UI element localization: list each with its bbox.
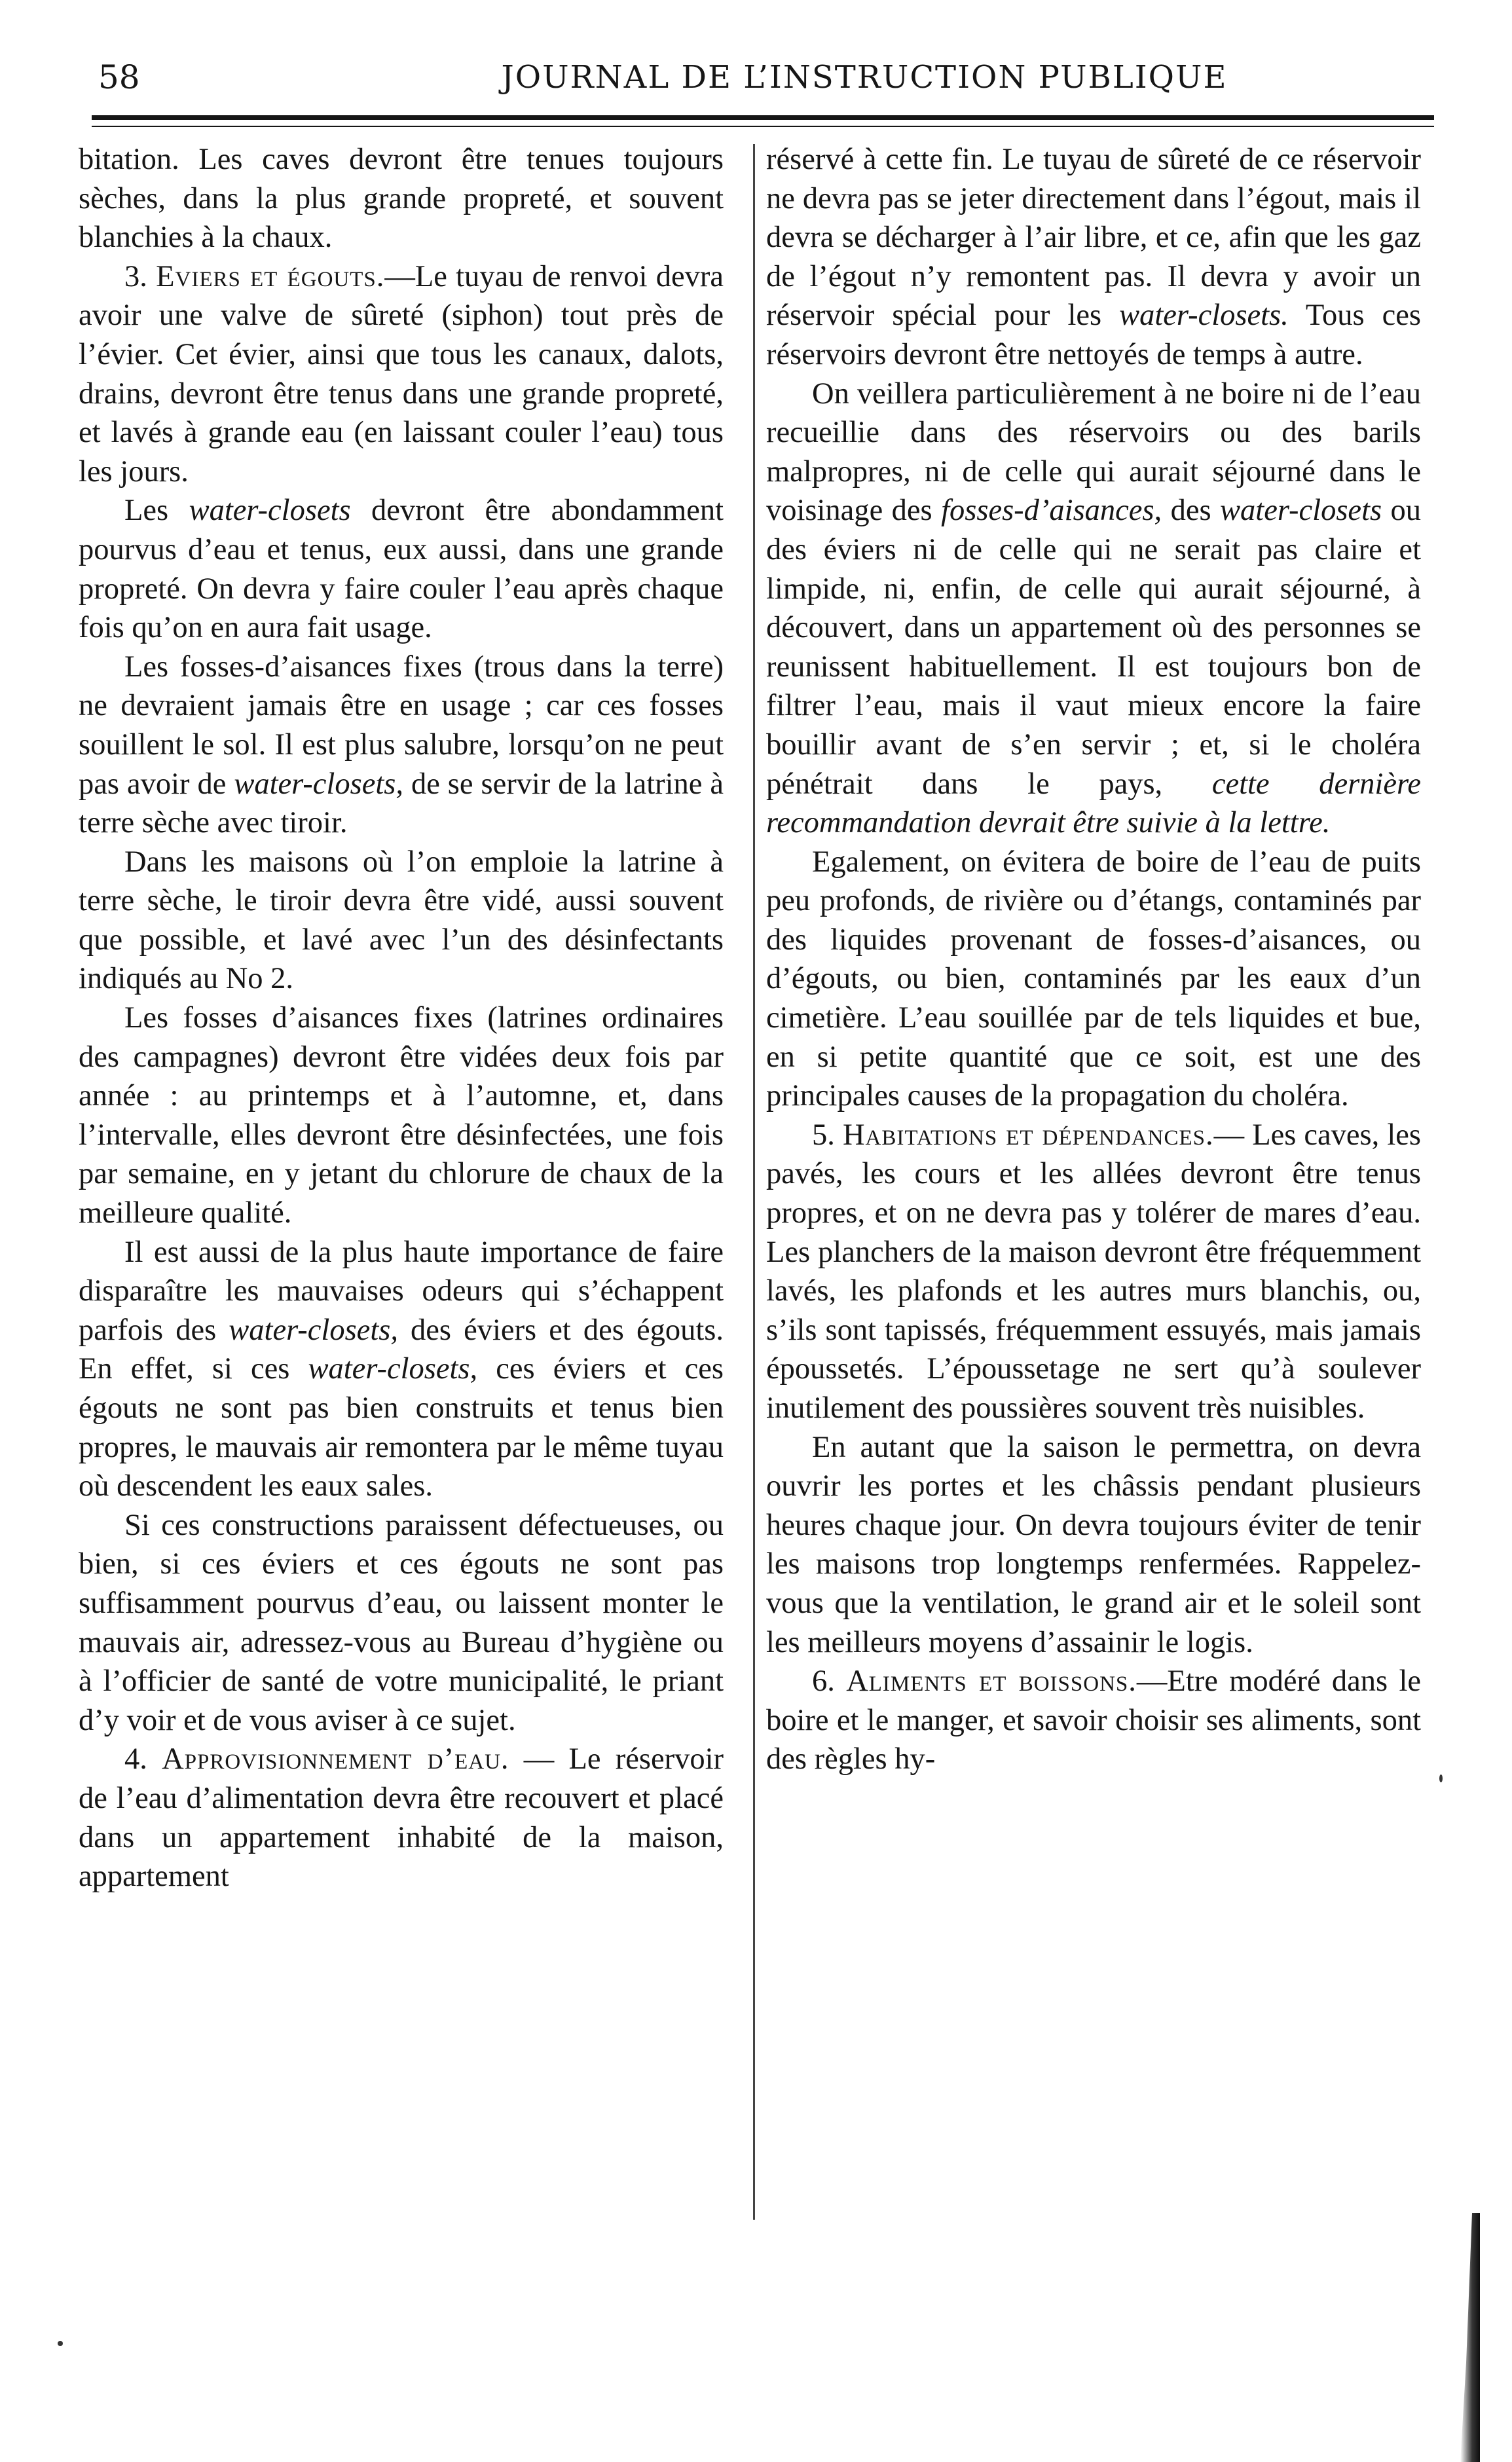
page-edge-shadow: [1460, 2213, 1480, 2462]
section-number: 5.: [812, 1118, 835, 1152]
left-column: [79, 140, 724, 1896]
paragraph: Si ces constructions paraissent défectueuses, ou bien, si ces éviers et ces égouts ne sont pas suffisamment pourvus d’eau, ou laissent monter le mauvais air, adressez-vous au Bureau d’hygiène ou à l’officier de santé de votre municipalité, le priant d’y voir et de vous aviser à ce sujet.: [79, 1508, 724, 1737]
paragraph: Dans les maisons où l’on emploie la latrine à terre sèche, le tiroir devra être vidé, aussi souvent que possible, et lavé avec l’un des désinfectants indiqués au No 2.: [79, 845, 724, 996]
section-title: Approvisionnement d’eau.: [162, 1742, 509, 1776]
page-number: 58: [98, 58, 140, 96]
section-5-paragraph: 5. Habitations et dépendances.— Les caves, les pavés, les cours et les allées devront être tenus propres, et on ne devra pas y tolérer de mares d’eau. Les planchers de la maison devront être fréquemment lavés, les plafonds et les autres murs blanchis, ou, s’ils sont tapissés, fréquemment essuyés, mais jamais époussetés. L’époussetage ne sert qu’à soulever inutilement des poussières souvent très nuisibles.: [766, 1118, 1421, 1425]
running-title: JOURNAL DE L’INSTRUCTION PUBLIQUE: [501, 59, 1228, 96]
section-3-paragraph: 3. Eviers et égouts.—Le tuyau de renvoi devra avoir une valve de sûreté (siphon) tout près de l’évier. Cet évier, ainsi que tous les canaux, dalots, drains, devront être tenus dans une grande propreté, et lavés à grande eau (en laissant couler l’eau) tous les jours.: [79, 259, 724, 488]
paragraph: Egalement, on évitera de boire de l’eau de puits peu profonds, de rivière ou d’étangs, contaminés par des liquides provenant de fosses-d’aisances, ou d’égouts, ou bien, contaminés par les eaux d’un cimetière. L’eau souillée par de tels liquides et bue, en si petite quantité que ce soit, est une des principales causes de la propagation du choléra.: [766, 845, 1421, 1113]
paragraph: Il est aussi de la plus haute importance de faire disparaître les mauvaises odeurs qui s’échappent parfois des water-closets, des éviers et des égouts. En effet, si ces water-closets, ces éviers et ces égouts ne sont pas bien construits et tenus bien propres, le mauvais air remontera par le même tuyau où descendent les eaux sales.: [79, 1235, 724, 1503]
paragraph: En autant que la saison le permettra, on devra ouvrir les portes et les châssis pendant plusieurs heures chaque jour. On devra toujours éviter de tenir les maisons trop longtemps renfermées. Rappelez-vous que la ventilation, le grand air et le soleil sont les meilleurs moyens d’assainir le logis.: [766, 1430, 1421, 1659]
page-header: [92, 51, 1428, 103]
section-title: Aliments et boissons.: [846, 1664, 1137, 1699]
section-number: 6.: [812, 1664, 835, 1699]
section-title: Eviers et égouts.: [156, 259, 385, 293]
right-column: [766, 140, 1421, 1779]
paragraph: On veillera particulièrement à ne boire ni de l’eau recueillie dans des réservoirs ou des barils malpropres, ni de celle qui aurait séjourné dans le voisinage des fosses-d’aisances, des water-closets ou des éviers ni de celle qui ne serait pas claire et limpide, ni, enfin, de celle qui aurait séjourné, à découvert, dans un appartement où des personnes se reunissent habituellement. Il est toujours bon de filtrer l’eau, mais il vaut mieux encore la faire bouillir avant de s’en servir ; et, si le choléra pénétrait dans le pays, cette dernière recommandation devrait être suivie à la lettre.: [766, 377, 1422, 840]
header-rule-thin: [92, 126, 1434, 127]
header-rule-thick: [92, 115, 1434, 120]
print-speck: [1439, 1774, 1443, 1782]
section-4-paragraph: 4. Approvisionnement d’eau. — Le réservoir de l’eau d’alimentation devra être recouvert et placé dans un appartement inhabité de la maison, appartement: [79, 1742, 724, 1894]
print-speck: [58, 2341, 63, 2346]
column-divider: [753, 144, 755, 2220]
paragraph: Les fosses-d’aisances fixes (trous dans la terre) ne devraient jamais être en usage ; car ces fosses souillent le sol. Il est plus salubre, lorsqu’on ne peut pas avoir de water-closets, de se servir de la latrine à terre sèche avec tiroir.: [79, 650, 724, 840]
section-6-paragraph: 6. Aliments et boissons.—Etre modéré dans le boire et le manger, et savoir choisir ses aliments, sont des règles hy-: [766, 1664, 1421, 1776]
section-number: 3.: [124, 259, 147, 293]
paragraph: Les water-closets devront être abondamment pourvus d’eau et tenus, eux aussi, dans une grande propreté. On devra y faire couler l’eau après chaque fois qu’on en aura fait usage.: [79, 494, 724, 645]
paragraph: bitation. Les caves devront être tenues toujours sèches, dans la plus grande propreté, et souvent blanchies à la chaux.: [79, 143, 724, 255]
section-title: Habitations et dépendances.: [842, 1118, 1214, 1152]
paragraph: réservé à cette fin. Le tuyau de sûreté de ce réservoir ne devra pas se jeter directement dans l’égout, mais il devra se décharger à l’air libre, et ce, afin que les gaz de l’égout n’y remontent pas. Il devra y avoir un réservoir spécial pour les water-closets. Tous ces réservoirs devront être nettoyés de temps à autre.: [766, 143, 1421, 371]
section-number: 4.: [124, 1742, 147, 1776]
paragraph: Les fosses d’aisances fixes (latrines ordinaires des campagnes) devront être vidées deux fois par année : au printemps et à l’automne, et, dans l’intervalle, elles devront être désinfectées, une fois par semaine, en y jetant du chlorure de chaux de la meilleure qualité.: [79, 1001, 724, 1230]
